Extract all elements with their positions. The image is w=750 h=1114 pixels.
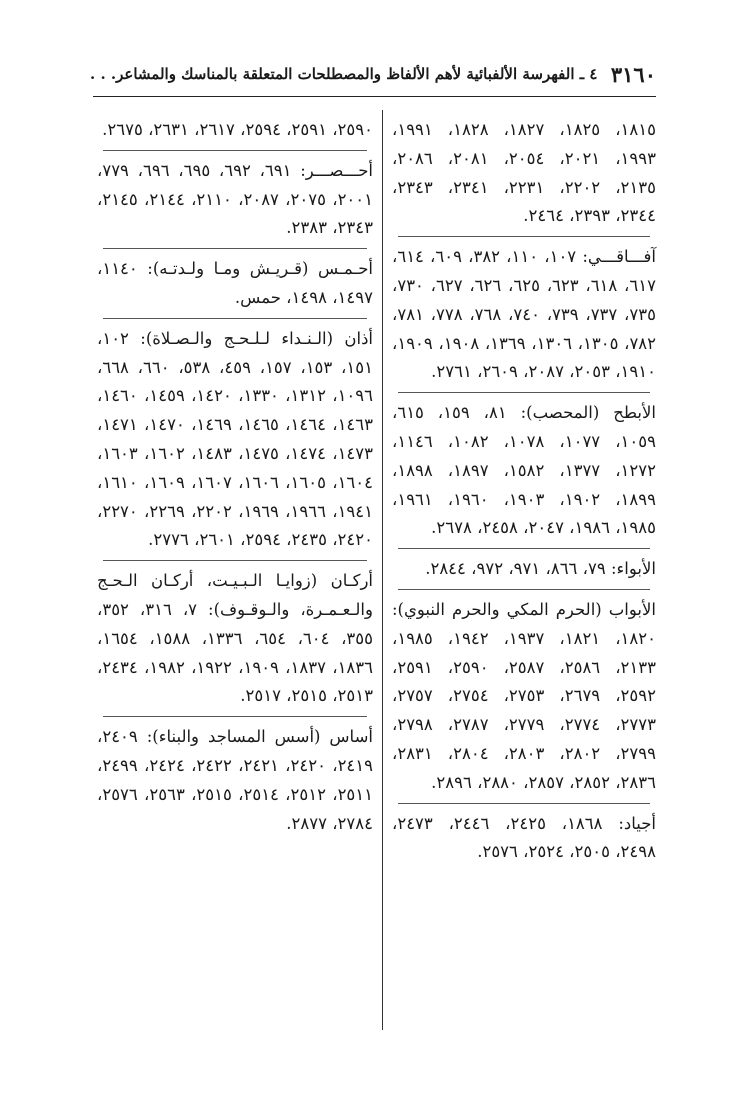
header-rule: [93, 96, 656, 97]
entry-divider: [398, 548, 650, 549]
entry-head: أجياد:: [618, 813, 657, 833]
entry-divider: [103, 150, 367, 151]
entry-refs: ١٠٧، ١١٠، ٣٨٢، ٦٠٩، ٦١٤، ٦١٧، ٦١٨، ٦٢٣، ٦٢٥، ٦٢٦، ٦٢٧، ٧٣٠، ٧٣٥، ٧٣٧، ٧٣٩، ٧٤٠، ٧٦٨، ٧٧٨، ٧٨١، ٧٨٢، ١٣٠٥، ١٣٠٦، ١٣٦٩، ١٩٠٨، ١٩٠٩، ١٩١٠، ٢٠٥٣، ٢٠٨٧، ٢٦٠٩، ٢٧٦١.: [392, 247, 657, 382]
index-entry-abtah: [392, 399, 656, 543]
page-number: ٣١٦٠: [610, 61, 656, 87]
entry-divider: [398, 392, 650, 393]
entry-refs: ٧، ٣١٦، ٣٥٢، ٣٥٥، ٦٠٤، ٦٥٤، ١٣٣٦، ١٥٨٨، ١٦٥٤، ١٨٣٦، ١٨٣٧، ١٩٠٩، ١٩٢٢، ١٩٨٢، ٢٤٣٤، ٢٥١٣، ٢٥١٥، ٢٥١٧.: [97, 599, 374, 706]
index-entry-adhan: [97, 325, 373, 555]
entry-refs: ٦٩١، ٦٩٢، ٦٩٥، ٦٩٦، ٧٧٩، ٢٠٠١، ٢٠٧٥، ٢٠٨٧، ٢١١٠، ٢١٤٤، ٢١٤٥، ٢٣٤٣، ٢٣٨٣.: [97, 160, 374, 238]
entry-refs: ٨١، ١٥٩، ٦١٥، ١٠٥٩، ١٠٧٧، ١٠٧٨، ١٠٨٢، ١١٤٦، ١٢٧٢، ١٣٧٧، ١٥٨٢، ١٨٩٧، ١٨٩٨، ١٨٩٩، ١٩٠٢، ١٩٠٣، ١٩٦٠، ١٩٦١، ١٩٨٥، ١٩٨٦، ٢٠٤٧، ٢٤٥٨، ٢٦٧٨.: [392, 403, 656, 538]
entry-divider: [398, 236, 650, 237]
entry-head: أحـمـس (قـريـش ومـا ولـدتـه):: [147, 259, 373, 279]
index-entry-ahmas: [97, 255, 373, 313]
entry-head: الأبواء:: [610, 559, 656, 579]
entry-refs: ١٨٦٨، ٢٤٢٥، ٢٤٤٦، ٢٤٧٣، ٢٤٩٨، ٢٥٠٥، ٢٥٢٤، ٢٥٧٦.: [392, 813, 656, 862]
index-entry-abwab: [392, 596, 656, 798]
index-entry-abwa: [392, 555, 656, 584]
index-entry-continued: [392, 116, 656, 231]
column-divider: [382, 110, 383, 1030]
entry-divider: [103, 560, 367, 561]
entry-divider: [103, 716, 367, 717]
entry-divider: [398, 589, 650, 590]
index-entry-afaqi: [392, 243, 656, 387]
entry-head: آفـــاقـــي:: [582, 247, 657, 267]
entry-divider: [398, 803, 650, 804]
entry-head: أذان (الـنـداء لـلـحـج والـصـلاة):: [140, 328, 374, 348]
entry-refs: ١٠٢، ١٥١، ١٥٣، ١٥٧، ٤٥٩، ٥٣٨، ٦٦٠، ٦٦٨، ١٠٩٦، ١٣١٢، ١٣٣٠، ١٤٢٠، ١٤٥٩، ١٤٦٠، ١٤٦٣، ١٤٦٤، ١٤٦٥، ١٤٦٩، ١٤٧٠، ١٤٧١، ١٤٧٣، ١٤٧٤، ١٤٧٥، ١٤٨٣، ١٦٠٢، ١٦٠٣، ١٦٠٤، ١٦٠٥، ١٦٠٦، ١٦٠٧، ١٦٠٩، ١٦١٠، ١٩٤١، ١٩٦٦، ١٩٦٩، ٢٢٠٢، ٢٢٦٩، ٢٢٧٠، ٢٤٢٠، ٢٤٣٥، ٢٥٩٤، ٢٦٠١، ٢٧٧٦.: [97, 328, 374, 550]
page-header: [90, 58, 656, 90]
entry-refs: ١٨١٥، ١٨٢٥، ١٨٢٧، ١٨٢٨، ١٩٩١، ١٩٩٣، ٢٠٢١، ٢٠٥٤، ٢٠٨١، ٢٠٨٦، ٢١٣٥، ٢٢٠٢، ٢٢٣١، ٢٣٤١، ٢٣٤٣، ٢٣٤٤، ٢٣٩٣، ٢٤٦٤.: [392, 120, 656, 226]
entry-head: الأبطح (المحصب):: [520, 403, 656, 423]
index-entry-ajyad: [392, 810, 656, 868]
index-entry-uhsira: [97, 157, 373, 243]
index-entry-asas: [97, 723, 373, 838]
entry-head: أساس (أسس المساجد والبناء):: [146, 727, 373, 747]
entry-refs: ١١٤٠، ١٤٩٧، ١٤٩٨، حمس.: [97, 259, 373, 307]
index-entry-arkan: [97, 567, 373, 711]
index-entry-continued: [97, 116, 373, 145]
entry-head: الأبواب (الحرم المكي والحرم النبوي):: [392, 599, 656, 619]
index-column-left: [97, 116, 373, 838]
entry-divider: [103, 248, 367, 249]
entry-head: أركـان (زوايـا الـبـيـت، أركـان الـحـج والـعـمـرة، والـوقـوف):: [97, 571, 373, 619]
running-title: ٤ ـ الفهرسة الألفبائية لأهم الألفاظ والمصطلحات المتعلقة بالمناسك والمشاعر. . .: [90, 65, 598, 83]
entry-divider: [103, 318, 367, 319]
entry-refs: ٢٤٠٩، ٢٤١٩، ٢٤٢٠، ٢٤٢١، ٢٤٢٢، ٢٤٢٤، ٢٤٩٩، ٢٥١١، ٢٥١٢، ٢٥١٤، ٢٥١٥، ٢٥٦٣، ٢٥٧٦، ٢٧٨٤، ٢٨٧٧.: [97, 727, 374, 833]
entry-head: أحـــصـــر:: [300, 160, 373, 180]
index-column-right: [392, 116, 656, 867]
entry-refs: ١٨٢٠، ١٨٢١، ١٩٣٧، ١٩٤٢، ١٩٨٥، ٢١٣٣، ٢٥٨٦، ٢٥٨٧، ٢٥٩٠، ٢٥٩١، ٢٥٩٢، ٢٦٧٩، ٢٧٥٣، ٢٧٥٤، ٢٧٥٧، ٢٧٧٣، ٢٧٧٤، ٢٧٧٩، ٢٧٨٧، ٢٧٩٨، ٢٧٩٩، ٢٨٠٢، ٢٨٠٣، ٢٨٠٤، ٢٨٣١، ٢٨٣٦، ٢٨٥٢، ٢٨٥٧، ٢٨٨٠، ٢٨٩٦.: [392, 628, 656, 792]
entry-refs: ٧٩، ٨٦٦، ٩٧١، ٩٧٢، ٢٨٤٤.: [425, 559, 606, 579]
entry-refs: ٢٥٩٠، ٢٥٩١، ٢٥٩٤، ٢٦١٧، ٢٦٣١، ٢٦٧٥.: [102, 120, 373, 139]
